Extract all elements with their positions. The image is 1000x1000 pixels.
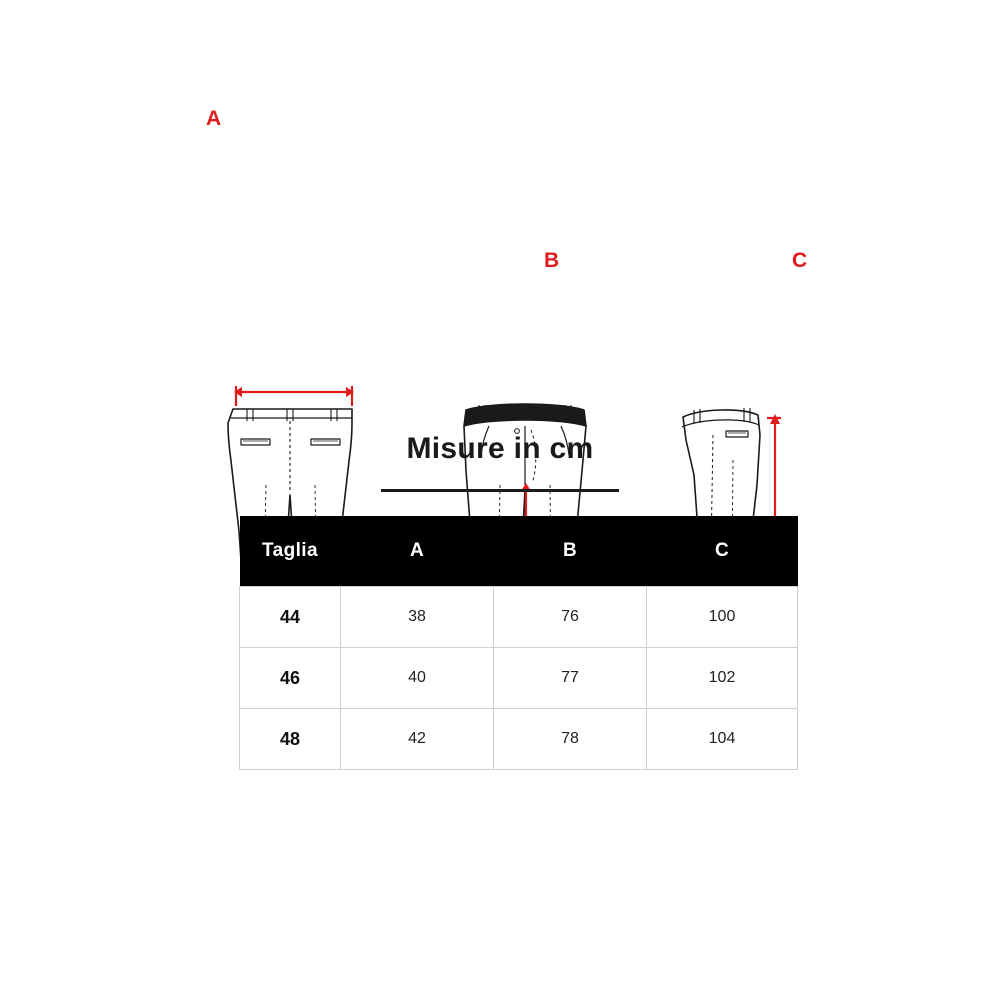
table-row [240, 587, 798, 648]
table-row [240, 709, 798, 770]
cell-a: 38 [341, 587, 494, 648]
measure-label-b: B [544, 249, 560, 272]
header-cell-c: C [647, 516, 798, 587]
cell-b: 76 [494, 587, 647, 648]
cell-c: 102 [647, 648, 798, 709]
trousers-diagrams [0, 0, 1000, 430]
cell-a: 42 [341, 709, 494, 770]
header-cell-a: A [341, 516, 494, 587]
cell-size: 44 [240, 587, 341, 648]
cell-a: 40 [341, 648, 494, 709]
size-table [239, 516, 798, 770]
cell-size: 48 [240, 709, 341, 770]
title-divider [381, 489, 619, 492]
size-table-head [240, 516, 798, 587]
table-header-row [240, 516, 798, 587]
cell-b: 77 [494, 648, 647, 709]
cell-b: 78 [494, 709, 647, 770]
size-table-body [240, 587, 798, 770]
measure-label-a: A [206, 107, 222, 130]
cell-c: 104 [647, 709, 798, 770]
table-row [240, 648, 798, 709]
cell-size: 46 [240, 648, 341, 709]
measure-label-c: C [792, 249, 808, 272]
header-cell-b: B [494, 516, 647, 587]
page-title: Misure in cm [406, 432, 594, 465]
cell-c: 100 [647, 587, 798, 648]
header-cell-taglia: Taglia [240, 516, 341, 587]
measure-a-arrow [234, 386, 354, 406]
title-block [0, 432, 1000, 492]
size-table-wrapper [239, 516, 797, 770]
